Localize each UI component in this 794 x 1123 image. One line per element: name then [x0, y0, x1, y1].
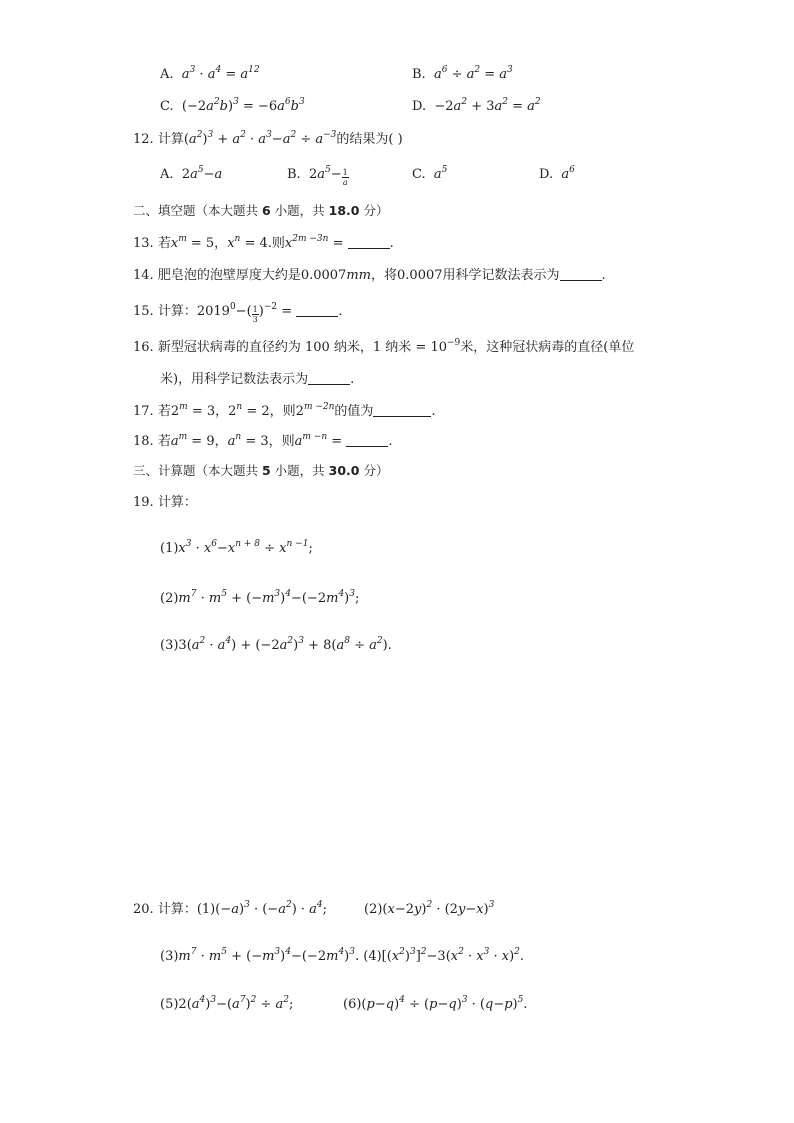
q11-option-b-formula: $a^6 \div a^2 = a^3$ — [429, 65, 513, 82]
question-15: 15. 计算：$2019^0-$( $\frac{1}{3}$ )$^{-2}$ = . — [133, 302, 343, 324]
q14-answer-blank[interactable] — [560, 266, 602, 281]
q11-option-c-formula: $(-2a^2b)^3 = -6a^6b^3$ — [181, 97, 305, 114]
q11-option-a-formula: $a^3 \cdot a^4 = a^{12}$ — [177, 65, 260, 82]
q11-option-b: B. $a^6 \div a^2 = a^3$ — [412, 65, 513, 82]
q15-answer-blank[interactable] — [296, 302, 338, 317]
q12-option-a: A. $2a^5-a$ — [160, 165, 223, 182]
q11-option-d: D. $-2a^2 + 3a^2 = a^2$ — [412, 97, 541, 114]
question-12: 12. 计算$(a^2)^3 + a^2 \cdot a^3-a^2 \div a^{-3}$的结果为( ) — [133, 130, 403, 147]
q20-part-5: $(5)2(a^4)^3-(a^7)^2 \div a^2$; — [160, 995, 294, 1012]
q19-part-3: $(3)3(a^2 \cdot a^4) + (-2a^2)^3 + 8(a^8 \div a^2)$. — [160, 636, 392, 653]
q18-answer-blank[interactable] — [346, 432, 388, 447]
question-16: 16. 新型冠状病毒的直径约为 100 纳米，1 纳米 = $10^{-9}$米，这种冠状病毒的直径(单位 — [133, 338, 635, 355]
q19-part-2: $(2)m^7 \cdot m^5 + (-m^3)^4-(-2m^4)^3$; — [160, 589, 360, 606]
q11-option-c: C. $(-2a^2b)^3 = -6a^6b^3$ — [160, 97, 305, 114]
q12-formula: $(a^2)^3 + a^2 \cdot a^3-a^2 \div a^{-3}$ — [183, 130, 337, 147]
section-calculation-heading: 三、计算题（本大题共 5 小题，共 30.0 分） — [133, 463, 389, 478]
question-16-line-2: 米)，用科学记数法表示为 . — [160, 372, 355, 387]
q12-option-d: D. $a^6$ — [539, 165, 575, 182]
q11-option-a: A. $a^3 \cdot a^4 = a^{12}$ — [160, 65, 260, 82]
section-fill-in-heading: 二、填空题（本大题共 6 小题，共 18.0 分） — [133, 203, 389, 218]
question-18: 18. 若$a^m = 9$，$a^n = 3$，则$a^{m -n}$ = . — [133, 432, 393, 449]
q20-part-2: $(2)(x-2y)^2 \cdot (2y-x)^3$ — [364, 900, 495, 917]
q17-answer-blank[interactable] — [373, 402, 431, 417]
question-14: 14. 肥皂泡的泡壁厚度大约是0.0007mm，将0.0007用科学记数法表示为 . — [133, 268, 606, 283]
question-17: 17. 若2$^m$ = 3，2$^n$ = 2，则$2^{m -2n}$的值为 . — [133, 402, 436, 419]
question-13: 13. 若$x^m = 5$，$x^n = 4$.则$x^{2m -3n}$ = . — [133, 234, 394, 251]
q19-part-1: $(1)x^3 \cdot x^6-x^{n + 8} \div x^{n -1}$; — [160, 539, 313, 556]
q12-option-c: C. $a^5$ — [412, 165, 448, 182]
q20-part-6: $(6)(p-q)^4 \div (p-q)^3 \cdot (q-p)^5$. — [343, 995, 528, 1012]
question-20: 20. 计算：$(1)(-a)^3 \cdot (-a^2) \cdot a^4$; — [133, 900, 328, 917]
q13-answer-blank[interactable] — [348, 234, 390, 249]
q16-answer-blank[interactable] — [308, 370, 350, 385]
question-19: 19. 计算： — [133, 495, 197, 510]
q11-option-d-formula: $-2a^2 + 3a^2 = a^2$ — [434, 97, 541, 114]
q12-option-b: B. $2a^5-$ $\frac{1}{a}$ — [287, 165, 348, 187]
q20-part-3-4: $(3)m^7 \cdot m^5 + (-m^3)^4-(-2m^4)^3$. $(4)[(x^2)^3]^2-3(x^2 \cdot x^3 \cdot x)^2$. — [160, 947, 525, 964]
